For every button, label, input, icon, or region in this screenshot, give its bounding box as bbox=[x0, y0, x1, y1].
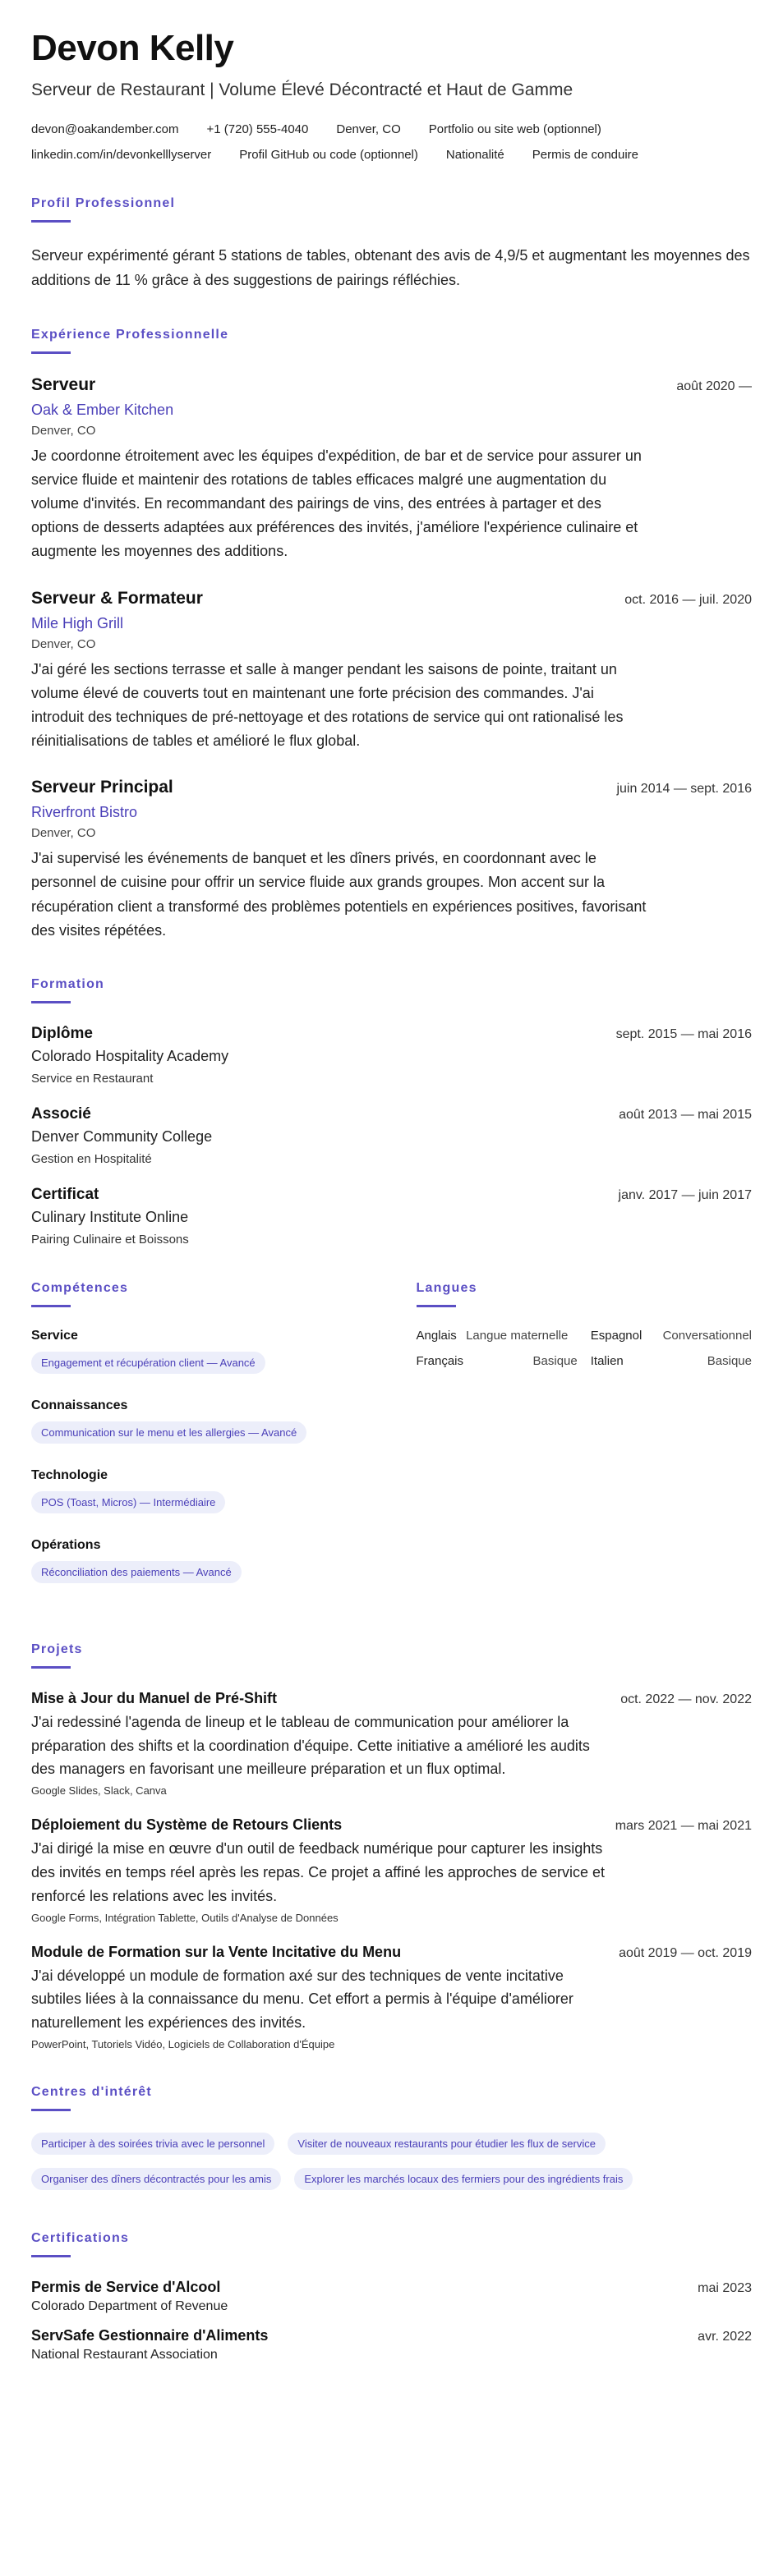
profile-text: Serveur expérimenté gérant 5 stations de tables, obtenant des avis de 4,9/5 et augmentant les moyennes des additions de 11 % grâce à des suggestions de pairings réfléchies. bbox=[31, 247, 750, 289]
certification-title: ServSafe Gestionnaire d'Aliments bbox=[31, 2327, 269, 2344]
experience-entry bbox=[31, 778, 752, 943]
certifications-section bbox=[31, 2231, 752, 2362]
project-description: J'ai développé un module de formation axé sur des techniques de vente incitative subtiles liées à la connaissance du menu. Cet effort a permis à l'équipe d'améliorer naturellement les expériences des invités. bbox=[31, 1967, 573, 2032]
education-entry bbox=[31, 1105, 752, 1166]
language-level: Conversationnel bbox=[662, 1328, 752, 1343]
certification-issuer: National Restaurant Association bbox=[31, 2348, 218, 2362]
company-name: Oak & Ember Kitchen bbox=[31, 401, 174, 418]
company-name: Riverfront Bistro bbox=[31, 804, 138, 821]
education-date: janv. 2017 — juin 2017 bbox=[618, 1187, 752, 1202]
project-date: oct. 2022 — nov. 2022 bbox=[620, 1692, 752, 1706]
project-description: J'ai dirigé la mise en œuvre d'un outil de feedback numérique pour capturer les insights des invités en temps réel après les repas. Ce projet a affiné les approches de service et renforcé les relations avec les invités. bbox=[31, 1840, 606, 1904]
project-tools: PowerPoint, Tutoriels Vidéo, Logiciels de Collaboration d'Équipe bbox=[31, 2038, 335, 2051]
projects-section bbox=[31, 1642, 752, 2050]
education-date: sept. 2015 — mai 2016 bbox=[615, 1026, 752, 1041]
language-level: Langue maternelle bbox=[466, 1328, 569, 1343]
certification-date: mai 2023 bbox=[698, 2281, 752, 2296]
school-name: Culinary Institute Online bbox=[31, 1208, 189, 1225]
interest-pill: Visiter de nouveaux restaurants pour étudier les flux de service bbox=[288, 2133, 606, 2155]
project-title: Mise à Jour du Manuel de Pré-Shift bbox=[31, 1689, 278, 1706]
contact-location: Denver, CO bbox=[336, 122, 401, 137]
language-name: Espagnol bbox=[590, 1328, 643, 1343]
contact-linkedin[interactable]: linkedin.com/in/devonkelllyserver bbox=[31, 148, 212, 163]
job-title: Serveur bbox=[31, 374, 96, 394]
skill-pill: Réconciliation des paiements — Avancé bbox=[31, 1561, 242, 1583]
certification-issuer: Colorado Department of Revenue bbox=[31, 2299, 228, 2314]
certification-title: Permis de Service d'Alcool bbox=[31, 2279, 221, 2296]
section-title: Compétences bbox=[31, 1281, 367, 1307]
project-entry bbox=[31, 1816, 752, 1923]
certification-entry bbox=[31, 2279, 752, 2314]
language-name: Anglais bbox=[416, 1328, 457, 1343]
contact-list bbox=[31, 122, 752, 162]
job-title: Serveur & Formateur bbox=[31, 588, 203, 608]
degree-title: Associé bbox=[31, 1104, 91, 1123]
interest-pill: Explorer les marchés locaux des fermiers pour des ingrédients frais bbox=[294, 2168, 633, 2190]
job-location: Denver, CO bbox=[31, 423, 96, 438]
skill-category: Connaissances bbox=[31, 1398, 128, 1412]
school-name: Denver Community College bbox=[31, 1127, 213, 1145]
job-date: oct. 2016 — juil. 2020 bbox=[624, 592, 752, 607]
project-date: mars 2021 — mai 2021 bbox=[615, 1819, 752, 1834]
job-description: Je coordonne étroitement avec les équipes d'expédition, de bar et de service pour assurer un service fluide et maintenir des rotations de tables efficaces malgré une augmentation du volume d'invités. En recommandant des pairings de vins, des entrées à partager et des options de desserts adaptées aux préférences des invités, j'améliore l'expérience culinaire et augmente les moyennes des additions. bbox=[31, 447, 642, 560]
job-description: J'ai géré les sections terrasse et salle à manger pendant les saisons de pointe, traitant un volume élevé de couverts tout en maintenant une forte précision des commandes. J'ai introduit des techniques de pré-nettoyage et des rotations de service qui ont rationalisé les réinitialisations de tables et amélioré le flux global. bbox=[31, 660, 624, 750]
project-tools: Google Forms, Intégration Tablette, Outils d'Analyse de Données bbox=[31, 1911, 339, 1924]
contact-email[interactable]: devon@oakandember.com bbox=[31, 122, 179, 137]
skill-pill: Communication sur le menu et les allergies — Avancé bbox=[31, 1421, 306, 1444]
language-row bbox=[591, 1354, 752, 1368]
education-date: août 2013 — mai 2015 bbox=[619, 1107, 752, 1122]
experience-entry bbox=[31, 375, 752, 564]
certification-date: avr. 2022 bbox=[698, 2330, 752, 2344]
section-title: Projets bbox=[31, 1642, 752, 1669]
skill-group bbox=[31, 1329, 367, 1380]
language-level: Basique bbox=[532, 1353, 578, 1368]
section-title: Expérience Professionnelle bbox=[31, 328, 752, 354]
experience-entry bbox=[31, 589, 752, 754]
job-date: juin 2014 — sept. 2016 bbox=[616, 782, 752, 797]
certification-entry bbox=[31, 2327, 752, 2362]
job-location: Denver, CO bbox=[31, 826, 96, 841]
section-title: Formation bbox=[31, 977, 752, 1003]
school-name: Colorado Hospitality Academy bbox=[31, 1047, 229, 1064]
section-title: Profil Professionnel bbox=[31, 196, 752, 223]
skill-category: Opérations bbox=[31, 1537, 101, 1552]
experience-section bbox=[31, 328, 752, 943]
skill-group bbox=[31, 1398, 367, 1450]
company-name: Mile High Grill bbox=[31, 614, 124, 631]
education-section bbox=[31, 977, 752, 1247]
field-of-study: Service en Restaurant bbox=[31, 1071, 154, 1086]
project-entry bbox=[31, 1944, 752, 2050]
field-of-study: Gestion en Hospitalité bbox=[31, 1151, 152, 1166]
project-tools: Google Slides, Slack, Canva bbox=[31, 1784, 167, 1798]
interest-pill: Participer à des soirées trivia avec le personnel bbox=[31, 2133, 274, 2155]
languages-grid bbox=[417, 1329, 753, 1368]
skills-section bbox=[31, 1281, 367, 1608]
contact-phone[interactable]: +1 (720) 555-4040 bbox=[206, 122, 309, 137]
languages-section bbox=[417, 1281, 753, 1608]
skill-group bbox=[31, 1538, 367, 1590]
interests-list bbox=[31, 2133, 752, 2197]
job-date: août 2020 — bbox=[676, 379, 752, 393]
language-row bbox=[591, 1329, 752, 1343]
language-name: Italien bbox=[590, 1353, 624, 1368]
language-row bbox=[417, 1329, 578, 1343]
contact-github[interactable]: Profil GitHub ou code (optionnel) bbox=[239, 148, 418, 163]
language-row bbox=[417, 1354, 578, 1368]
candidate-name: Devon Kelly bbox=[31, 28, 234, 68]
section-title: Langues bbox=[417, 1281, 753, 1307]
section-title: Certifications bbox=[31, 2231, 752, 2257]
degree-title: Certificat bbox=[31, 1185, 99, 1203]
contact-portfolio[interactable]: Portfolio ou site web (optionnel) bbox=[428, 122, 601, 137]
project-date: août 2019 — oct. 2019 bbox=[619, 1945, 752, 1960]
project-entry bbox=[31, 1690, 752, 1797]
field-of-study: Pairing Culinaire et Boissons bbox=[31, 1232, 189, 1247]
language-name: Français bbox=[416, 1353, 464, 1368]
interest-pill: Organiser des dîners décontractés pour les amis bbox=[31, 2168, 281, 2190]
skills-languages-row bbox=[31, 1281, 752, 1608]
language-level: Basique bbox=[707, 1353, 752, 1368]
candidate-headline: Serveur de Restaurant | Volume Élevé Décontracté et Haut de Gamme bbox=[31, 80, 573, 100]
skill-category: Service bbox=[31, 1328, 78, 1343]
contact-nationality: Nationalité bbox=[445, 148, 504, 163]
section-title: Centres d'intérêt bbox=[31, 2085, 752, 2111]
skill-group bbox=[31, 1468, 367, 1520]
interests-section bbox=[31, 2085, 752, 2197]
project-title: Module de Formation sur la Vente Incitative du Menu bbox=[31, 1943, 402, 1960]
education-entry bbox=[31, 1186, 752, 1247]
skill-pill: POS (Toast, Micros) — Intermédiaire bbox=[31, 1491, 225, 1513]
job-description: J'ai supervisé les événements de banquet et les dîners privés, en coordonnant avec le personnel de cuisine pour offrir un service fluide aux grands groupes. Mon accent sur la récupération client a transformé des problèmes potentiels en expériences positives, favorisant des visites répétées. bbox=[31, 850, 647, 939]
job-title: Serveur Principal bbox=[31, 778, 173, 797]
education-entry bbox=[31, 1025, 752, 1086]
contact-license: Permis de conduire bbox=[532, 148, 639, 163]
project-description: J'ai redessiné l'agenda de lineup et le tableau de communication pour améliorer la préparation des shifts et la coordination d'équipe. Cette initiative a amélioré les audits des managers en favorisant une meilleure préparation et un flux optimal. bbox=[31, 1713, 590, 1778]
skill-category: Technologie bbox=[31, 1467, 108, 1482]
degree-title: Diplôme bbox=[31, 1024, 93, 1042]
resume-header bbox=[31, 30, 752, 162]
project-title: Déploiement du Système de Retours Clients bbox=[31, 1816, 343, 1834]
skill-pill: Engagement et récupération client — Avancé bbox=[31, 1352, 265, 1374]
profile-section bbox=[31, 196, 752, 292]
job-location: Denver, CO bbox=[31, 636, 96, 651]
